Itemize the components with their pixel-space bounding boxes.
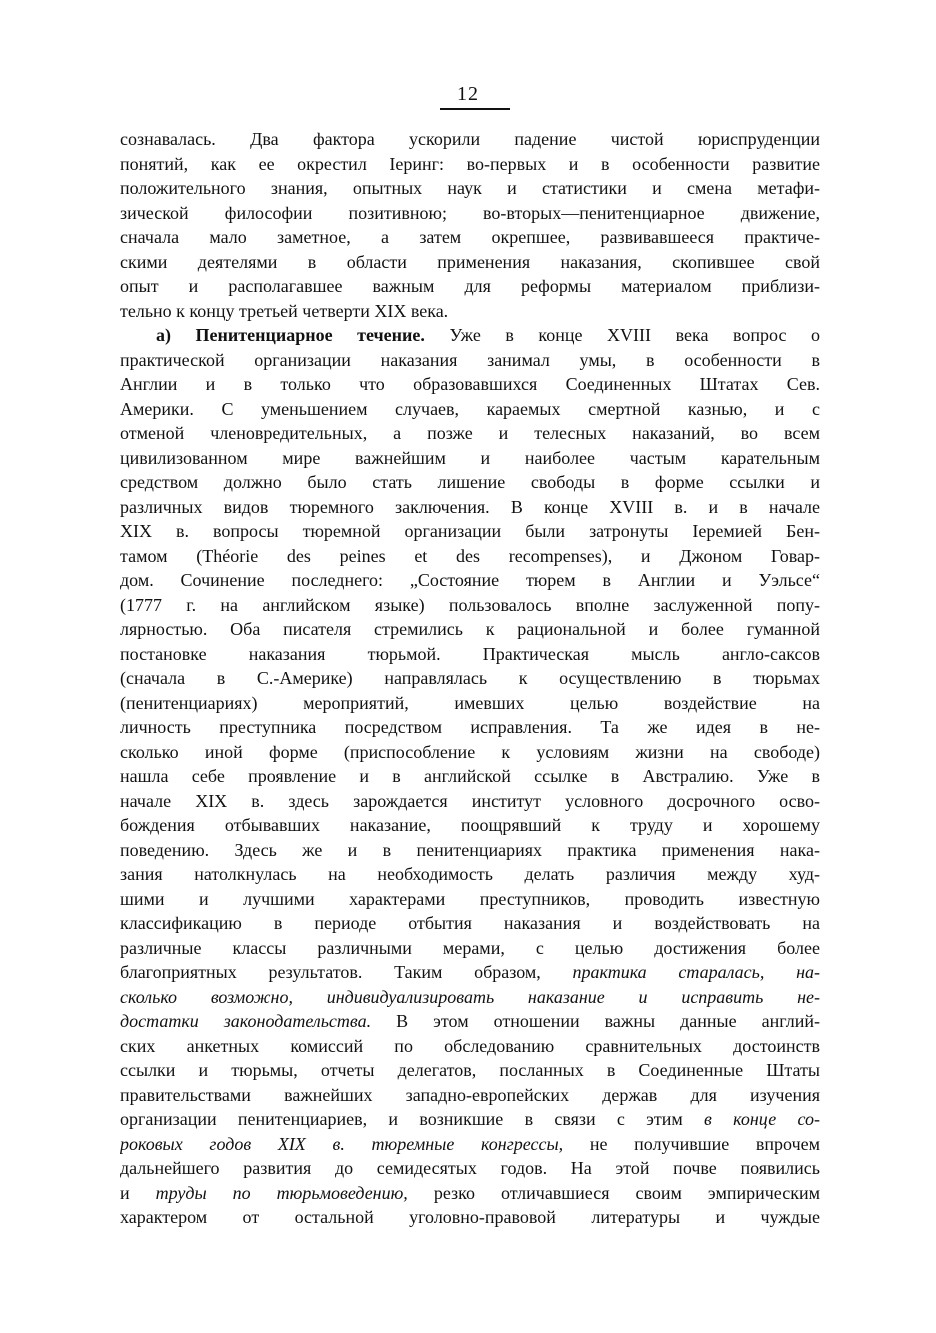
text-run: Уже в конце XVIII века вопрос о: [424, 325, 820, 345]
italic-run: практика старалась, на-: [540, 962, 820, 982]
text-line: классификацию в периоде отбытия наказания и воздействовать на: [120, 913, 820, 933]
text-line: скими деятелями в области применения наказания, скопившее свой: [120, 251, 820, 272]
text-line: различные классы различными мерами, с целью достижения более: [120, 937, 820, 958]
page-number-underline: [440, 108, 510, 110]
text-line: бождения отбывавших наказание, поощрявший к труду и хорошему: [120, 815, 820, 835]
text-line: правительствами важнейших западно-европейских держав для изучения: [120, 1084, 820, 1105]
text-line: сначала мало заметное, а затем окрепшее, развивавшееся практиче-: [120, 227, 820, 247]
text-line: сколько иной форме (приспособление к условиям жизни на свободе): [120, 741, 820, 762]
text-line: тамом (Théorie des peines et des recompenses), и Джоном Говар-: [120, 545, 820, 566]
text-line: лярностью. Оба писателя стремились к рациональной и более гуманной: [120, 619, 820, 639]
text-line: (1777 г. на английском языке) пользовалось вполне заслуженной попу-: [120, 594, 820, 615]
italic-run: достатки законодательства.: [120, 1011, 372, 1031]
text-line: опыт и располагавшее важным для реформы материалом приблизи-: [120, 276, 820, 296]
text-line: положительного знания, опытных наук и статистики и смена метафи-: [120, 178, 820, 198]
italic-run: роковых годов XIX в. тюремные конгрессы,: [120, 1133, 564, 1154]
text-line: Америки. С уменьшением случаев, караемых смертной казнью, и с: [120, 398, 820, 419]
text-line: ссылки и тюрьмы, отчеты делегатов, посланных в Соединенные Штаты: [120, 1060, 820, 1080]
italic-line: сколько возможно, индивидуализировать наказание и исправить не-: [120, 986, 820, 1007]
text-line: Англии и в только что образовавшихся Соединенных Штатах Сев.: [120, 374, 820, 394]
text-line-mixed: [120, 1132, 820, 1157]
text-line: различных видов тюремного заключения. В конце XVIII в. и в начале: [120, 496, 820, 517]
text-line-mixed: [120, 1009, 820, 1034]
text-line: дальнейшего развития до семидесятых годов. На этой почве появились: [120, 1158, 820, 1178]
text-line: отменой членовредительных, а позже и телесных наказаний, во всем: [120, 423, 820, 443]
text-line: личность преступника посредством исправления. Та же идея в не-: [120, 717, 820, 737]
text-line: (пенитенциариях) мероприятий, имевших целью воздействие на: [120, 692, 820, 713]
text-run: не получившие впрочем: [563, 1133, 820, 1154]
text-line: практической организации наказания занимал умы, в особенности в: [120, 349, 820, 370]
text-run: резко отличавшиеся своим эмпирическим: [407, 1182, 820, 1203]
text-line: тельно к концу третьей четверти XIX века.: [120, 300, 449, 321]
text-line-mixed: [120, 1107, 820, 1132]
text-run: В этом отношении важны данные англий-: [371, 1011, 820, 1031]
text-line: характером от остальной уголовно-правовой литературы и чуждые: [120, 1207, 820, 1227]
text-line: (сначала в С.-Америке) направлялась к осуществлению в тюрьмах: [120, 668, 820, 688]
text-line: постановке наказания тюрьмой. Практическая мысль англо-саксов: [120, 643, 820, 664]
text-run: и: [120, 1182, 156, 1203]
text-run: благоприятных результатов. Таким образом,: [120, 962, 541, 982]
text-line: зания натолкнулась на необходимость делать различия между худ-: [120, 864, 820, 884]
page-number-area: [0, 84, 936, 108]
text-line: цивилизованном мире важнейшим и наиболее частым карательным: [120, 447, 820, 468]
text-run: организации пенитенциариев, и возникшие в связи с этим: [120, 1109, 683, 1129]
text-line: понятий, как ее окрестил Іеринг: во-первых и в особенности развитие: [120, 153, 820, 174]
text-line: дом. Сочинение последнего: „Состояние тюрем в Англии и Уэльсе“: [120, 570, 820, 590]
paragraph-penitentiary: [120, 323, 820, 1230]
text-line: сознавалась. Два фактора ускорили падение чистой юриспруденции: [120, 129, 820, 149]
italic-run: труды по тюрьмоведению,: [155, 1182, 408, 1203]
section-heading: а) Пенитенциарное течение.: [156, 325, 425, 345]
text-line: зической философии позитивною; во-вторых—пенитенциарное движение,: [120, 202, 820, 223]
section-first-line: [120, 323, 820, 348]
paragraph-intro: [120, 127, 820, 323]
text-line: нашла себе проявление и в английской ссылке в Австралию. Уже в: [120, 766, 820, 786]
text-line: шими и лучшими характерами преступников, проводить известную: [120, 888, 820, 909]
page-number: 12: [457, 83, 479, 105]
italic-run: в конце со-: [682, 1109, 820, 1129]
body-text: [120, 127, 820, 1230]
text-line: ских анкетных комиссий по обследованию сравнительных достоинств: [120, 1035, 820, 1056]
text-line-mixed: [120, 1181, 820, 1206]
text-line: поведению. Здесь же и в пенитенциариях практика применения нака-: [120, 839, 820, 860]
text-line: XIX в. вопросы тюремной организации были затронуты Іеремией Бен-: [120, 521, 820, 541]
text-line-mixed: [120, 960, 820, 985]
text-line: начале XIX в. здесь зарождается институт условного досрочного осво-: [120, 790, 820, 811]
text-line: средством должно было стать лишение свободы в форме ссылки и: [120, 472, 820, 492]
